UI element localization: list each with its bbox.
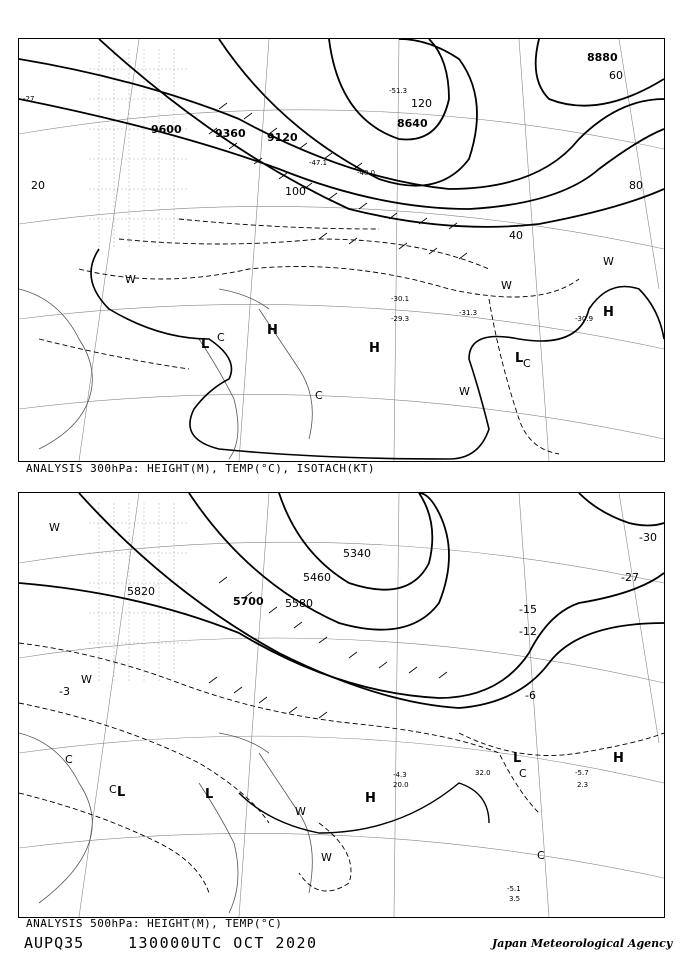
height-label: 5580	[285, 597, 313, 610]
coastline	[19, 733, 312, 913]
high-pressure-center: H	[267, 323, 278, 338]
cold-marker: C	[523, 357, 531, 370]
height-label: 9120	[267, 131, 298, 144]
isotach-label: 120	[411, 97, 432, 110]
height-label: 8640	[397, 117, 428, 130]
station-value: 2.3	[577, 781, 589, 789]
high-pressure-center: H	[365, 791, 376, 806]
high-pressure-center: H	[613, 751, 624, 766]
temperature-label: -47.1	[309, 159, 328, 167]
station-value: 3.5	[509, 895, 521, 903]
height-label: 5340	[343, 547, 371, 560]
analysis-time: 130000UTC OCT 2020	[128, 934, 318, 952]
isotach-label: 100	[285, 185, 306, 198]
cold-marker: C	[109, 783, 117, 796]
agency-name: Japan Meteorological Agency	[492, 937, 673, 950]
height-label: 5700	[233, 595, 264, 608]
temperature-label: -51.3	[389, 87, 408, 95]
cold-marker: C	[519, 767, 527, 780]
cold-marker: C	[217, 331, 225, 344]
chart-code: AUPQ35	[24, 934, 85, 952]
temperature-label: -4.3	[393, 771, 407, 779]
warm-marker: W	[295, 805, 306, 818]
coastline	[19, 289, 312, 459]
high-pressure-center: H	[369, 341, 380, 356]
warm-marker: W	[125, 273, 136, 286]
temperature-label: -31.3	[459, 309, 478, 317]
cold-marker: C	[537, 849, 545, 862]
isotherm-bold	[239, 783, 489, 833]
height-contours	[19, 493, 664, 708]
map-300hpa-chart	[19, 39, 664, 461]
temperature-label: -27	[621, 571, 639, 584]
cold-marker: C	[315, 389, 323, 402]
temperature-label: -3	[59, 685, 70, 698]
station-value: 32.0	[475, 769, 491, 777]
map-panel-300hpa	[18, 38, 665, 462]
temperature-label: -29.3	[391, 315, 410, 323]
low-pressure-center: L	[201, 337, 210, 352]
caption-300hpa: ANALYSIS 300hPa: HEIGHT(M), TEMP(°C), ISOTACH(KT)	[26, 462, 376, 475]
temperature-label: -30	[639, 531, 657, 544]
temperature-label: -5.1	[507, 885, 521, 893]
low-pressure-center: L	[117, 785, 126, 800]
warm-marker: W	[81, 673, 92, 686]
height-label: 9360	[215, 127, 246, 140]
temperature-label: -12	[519, 625, 537, 638]
map-500hpa-chart	[19, 493, 664, 917]
low-pressure-center: L	[205, 787, 214, 802]
temperature-label: -15	[519, 603, 537, 616]
wind-barbs	[209, 103, 467, 259]
warm-marker: W	[49, 521, 60, 534]
graticule	[19, 493, 664, 917]
cold-marker: C	[65, 753, 73, 766]
height-label: 5460	[303, 571, 331, 584]
height-label: 8880	[587, 51, 618, 64]
station-value: 20.0	[393, 781, 409, 789]
temperature-label: -27	[23, 95, 35, 103]
caption-500hpa: ANALYSIS 500hPa: HEIGHT(M), TEMP(°C)	[26, 917, 283, 930]
low-pressure-center: L	[515, 351, 524, 366]
temperature-label: -5.7	[575, 769, 589, 777]
isotach-label: 40	[509, 229, 523, 242]
map-panel-500hpa	[18, 492, 665, 918]
low-pressure-center: L	[513, 751, 522, 766]
warm-marker: W	[603, 255, 614, 268]
height-contours	[19, 39, 664, 227]
warm-marker: W	[501, 279, 512, 292]
temperature-label: -48.0	[357, 169, 376, 177]
warm-marker: W	[459, 385, 470, 398]
temperature-label: -30.9	[575, 315, 594, 323]
grid-block	[89, 49, 189, 249]
temperature-label: -6	[525, 689, 536, 702]
warm-marker: W	[321, 851, 332, 864]
height-label: 5820	[127, 585, 155, 598]
isotach-label: 80	[629, 179, 643, 192]
temperature-label: -30.1	[391, 295, 410, 303]
isotach-label: 20	[31, 179, 45, 192]
isotach-label: 60	[609, 69, 623, 82]
height-label: 9600	[151, 123, 182, 136]
graticule	[19, 39, 664, 461]
high-pressure-center: H	[603, 305, 614, 320]
